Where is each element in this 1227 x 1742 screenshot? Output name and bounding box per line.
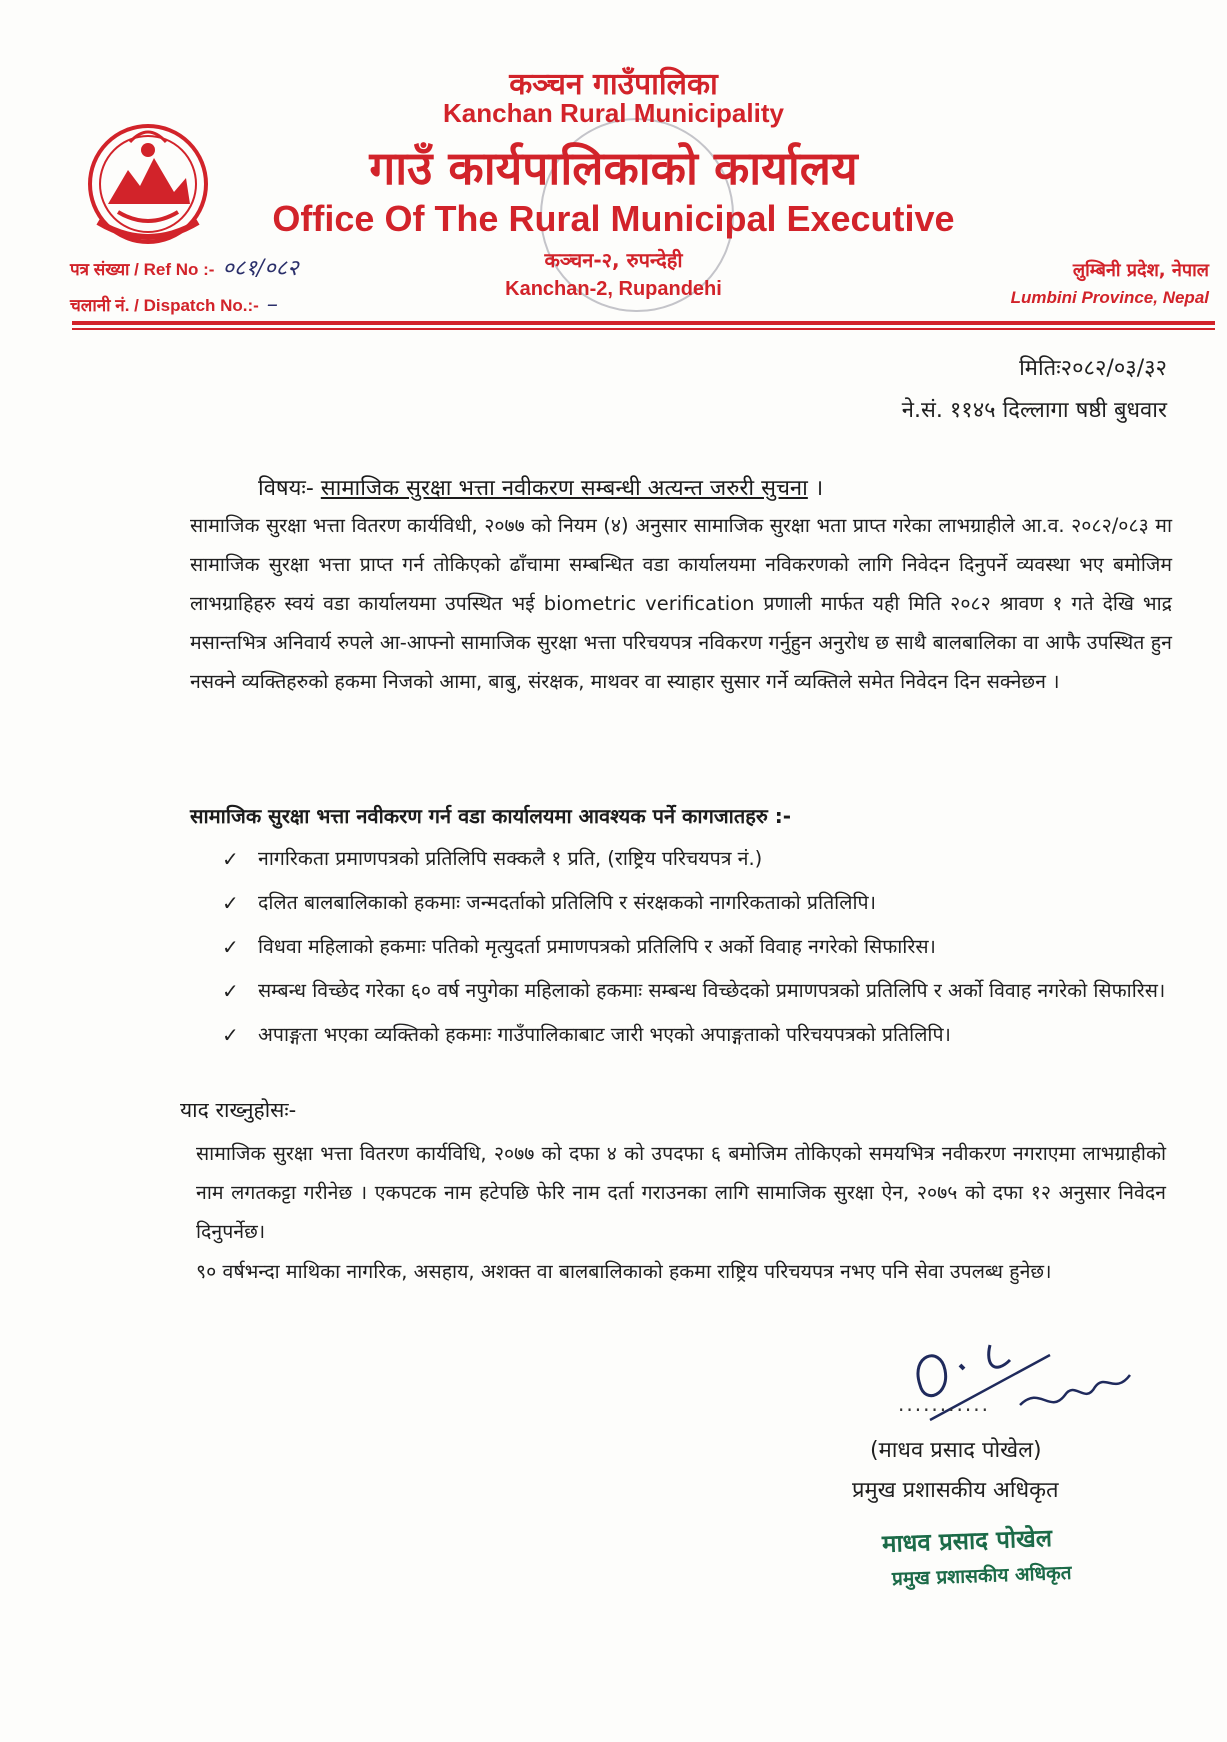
dispatch-value: – — [266, 292, 278, 317]
address-np: कञ्चन-२, रुपन्देही — [544, 248, 683, 272]
dispatch-number — [70, 292, 278, 317]
remember-heading: याद राख्नुहोसः- — [180, 1098, 297, 1122]
doc-text: अपाङ्गता भएका व्यक्तिको हकमाः गाउँपालिकाबाट जारी भएको अपाङ्गताको परिचयपत्रको प्रतिलिपि। — [258, 1023, 951, 1046]
header-rule-thin — [72, 328, 1215, 330]
province-np: लुम्बिनी प्रदेश, नेपाल — [1072, 260, 1209, 281]
check-icon: ✓ — [222, 847, 239, 871]
elderly-paragraph: ९० वर्षभन्दा माथिका नागरिक, असहाय, अशक्त वा बालबालिकाको हकमा राष्ट्रिय परिचयपत्र नभए पनि सेवा उपलब्ध हुनेछ। — [196, 1260, 1052, 1283]
check-icon: ✓ — [222, 1023, 239, 1047]
ref-number — [70, 252, 299, 282]
office-title-en: Office Of The Rural Municipal Executive — [272, 198, 955, 239]
check-icon: ✓ — [222, 935, 239, 959]
ref-label: पत्र संख्या / Ref No :- — [70, 260, 215, 279]
doc-text: विधवा महिलाको हकमाः पतिको मृत्युदर्ता प्रमाणपत्रको प्रतिलिपि र अर्को विवाह नगरेको सिफारिस। — [258, 935, 936, 958]
handwritten-signature — [900, 1325, 1160, 1435]
municipality-name-np: कञ्चन गाउँपालिका — [509, 67, 718, 102]
signer-name: (माधव प्रसाद पोखेल) — [870, 1438, 1042, 1463]
docs-list — [222, 840, 1182, 1060]
seal-title: प्रमुख प्रशासकीय अधिकृत — [891, 1561, 1072, 1591]
list-item — [222, 884, 1182, 922]
subject-line — [258, 472, 823, 502]
seal-name: माधव प्रसाद पोखेल — [881, 1524, 1053, 1558]
list-item — [222, 840, 1182, 878]
nepal-sambat-date: ने.सं. ११४५ दिल्लागा षष्ठी बुधवार — [901, 398, 1167, 423]
subject-end: । — [814, 476, 824, 501]
signature-dots: ........... — [898, 1392, 990, 1416]
province-en: Lumbini Province, Nepal — [1010, 288, 1209, 307]
list-item — [222, 972, 1182, 1010]
date: मितिः२०८२/०३/३२ — [1019, 356, 1167, 381]
ref-value: ०८१/०८२ — [222, 256, 299, 281]
list-item — [222, 1016, 1182, 1054]
doc-text: दलित बालबालिकाको हकमाः जन्मदर्ताको प्रतिलिपि र संरक्षकको नागरिकताको प्रतिलिपि। — [258, 891, 876, 914]
subject-text: सामाजिक सुरक्षा भत्ता नवीकरण सम्बन्धी अत्यन्त जरुरी सुचना — [320, 476, 808, 501]
main-paragraph: सामाजिक सुरक्षा भत्ता वितरण कार्यविधी, २०७७ को नियम (४) अनुसार सामाजिक सुरक्षा भता प्राप्त गरेका लाभग्राहीले आ.व. २०८२/०८३ मा सामाजिक सुरक्षा भत्ता प्राप्त गर्न तोकिएको ढाँचामा सम्बन्धित वडा कार्यालयमा नविकरणको लागि निवेदन दिनुपर्ने व्यवस्था भए बमोजिम लाभग्राहिहरु स्वयं वडा कार्यालयमा उपस्थित भई biometric verification प्रणाली मार्फत यही मिति २०८२ श्रावण १ गते देखि भाद्र मसान्तभित्र अनिवार्य रुपले आ-आफ्नो सामाजिक सुरक्षा भत्ता परिचयपत्र नविकरण गर्नुहुन अनुरोध छ साथै बालबालिका वा आफै उपस्थित हुन नसक्ने व्यक्तिहरुको हकमा निजको आमा, बाबु, संरक्षक, माथवर वा स्याहार सुसार गर्ने व्यक्तिले समेत निवेदन दिन सक्नेछन । — [190, 514, 1172, 693]
docs-heading: सामाजिक सुरक्षा भत्ता नवीकरण गर्न वडा कार्यालयमा आवश्यक पर्ने कागजातहरु :- — [190, 804, 792, 828]
signer-title: प्रमुख प्रशासकीय अधिकृत — [852, 1478, 1059, 1503]
municipality-name-en: Kanchan Rural Municipality — [443, 98, 784, 128]
address-en: Kanchan-2, Rupandehi — [505, 278, 722, 300]
check-icon: ✓ — [222, 979, 239, 1003]
dispatch-label: चलानी नं. / Dispatch No.:- — [70, 296, 259, 315]
header-rule-thick — [72, 321, 1215, 325]
list-item — [222, 928, 1182, 966]
subject-label: विषयः- — [258, 476, 314, 501]
doc-text: सम्बन्ध विच्छेद गरेका ६० वर्ष नपुगेका महिलाको हकमाः सम्बन्ध विच्छेदको प्रमाणपत्रको प्रतिलिपि र अर्को विवाह नगरेको सिफारिस। — [258, 979, 1166, 1002]
check-icon: ✓ — [222, 891, 239, 915]
remember-paragraph: सामाजिक सुरक्षा भत्ता वितरण कार्यविधि, २०७७ को दफा ४ को उपदफा ६ बमोजिम तोकिएको समयभित्र नवीकरण नगराएमा लाभग्राहीको नाम लगतकट्टा गरीनेछ । एकपटक नाम हटेपछि फेरि नाम दर्ता गराउनका लागि सामाजिक सुरक्षा ऐन, २०७५ को दफा १२ अनुसार निवेदन दिनुपर्नेछ। — [196, 1142, 1166, 1243]
doc-text: नागरिकता प्रमाणपत्रको प्रतिलिपि सक्कलै १ प्रति, (राष्ट्रिय परिचयपत्र नं.) — [258, 847, 763, 870]
office-title-np: गाउँ कार्यपालिकाको कार्यालय — [369, 141, 858, 195]
